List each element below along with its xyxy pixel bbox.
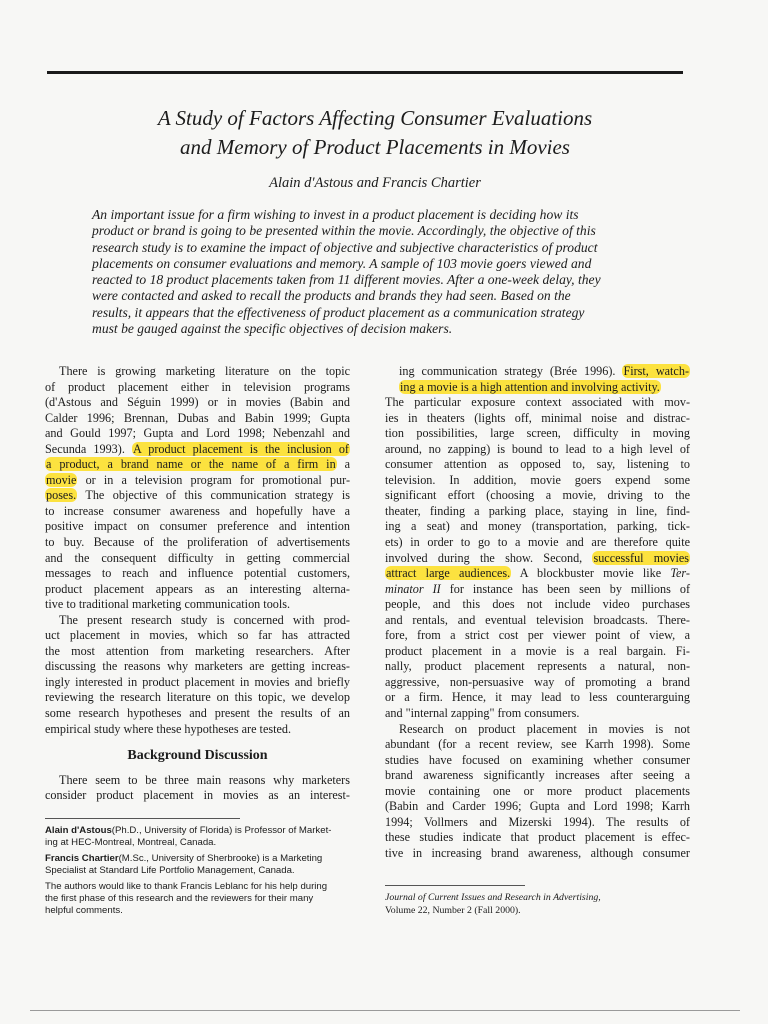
text-segment: The objective of this communication strategy is <box>77 488 350 503</box>
left-line <box>45 551 350 567</box>
text-segment: positive impact on consumer preference and intention <box>45 519 350 534</box>
footnote-text: ing at HEC-Montreal, Montreal, Canada. <box>45 836 217 848</box>
left-line <box>45 773 350 789</box>
abstract-line: An important issue for a firm wishing to invest in a product placement is deciding how its <box>92 207 579 222</box>
footnotes <box>45 825 345 921</box>
footnote-line <box>45 881 345 893</box>
text-segment: ing communication strategy (Brée 1996). <box>399 364 623 378</box>
abstract-line: must be gauged against the specific objectives of decision makers. <box>92 321 453 337</box>
abstract-line: were contacted and asked to recall the products and brands they had seen. Based on the <box>92 288 571 304</box>
left-body-text-continued <box>45 773 350 804</box>
right-line <box>385 395 690 411</box>
text-segment: significant effort (choosing a movie, driving to the <box>385 488 690 503</box>
text-segment: some research hypotheses and present the results of an <box>45 706 350 721</box>
text-segment: to increase consumer awareness and hopefully have a <box>45 503 350 518</box>
footnote <box>45 881 345 916</box>
left-line <box>45 426 350 442</box>
right-line <box>385 364 690 380</box>
footnote-text: (M.Sc., University of Sherbrooke) is a Marketing <box>118 853 323 865</box>
text-segment: these studies indicate that product placement is effec- <box>385 830 690 845</box>
text-segment: and Gould 1997; Gupta and Lord 1998; Nebenzahl and <box>45 426 350 441</box>
text-segment: Research on product placement in movies is not <box>399 721 690 736</box>
left-line <box>45 613 350 629</box>
right-line <box>385 411 690 427</box>
right-line <box>385 628 690 644</box>
text-segment: tive to traditional marketing communication tools. <box>45 597 291 612</box>
right-line <box>385 737 690 753</box>
title-line: and Memory of Product Placements in Movies <box>180 135 570 159</box>
abstract-line: product or brand is going to be presented within the movie. Accordingly, the objective of this <box>92 223 596 239</box>
text-segment: ets) in order to go to a movie and are therefore quite <box>385 535 690 550</box>
text-segment: theater, finding a parking place, staying in line, find- <box>385 503 690 518</box>
text-segment: of product placement either in television programs <box>45 379 350 394</box>
left-line <box>45 488 350 504</box>
journal-name: Journal of Current Issues and Research in Advertising, <box>385 892 601 903</box>
journal-rule <box>385 885 525 886</box>
text-segment: or in a television program for promotional pur- <box>77 472 350 487</box>
article-title <box>60 104 690 162</box>
right-line <box>385 768 690 784</box>
right-line <box>385 722 690 738</box>
text-segment: ingly interested in product placement in movies and briefly <box>45 674 350 689</box>
text-segment: product placement appears as an interesting alterna- <box>45 581 350 596</box>
left-line <box>45 364 350 380</box>
highlighted-text: poses. <box>46 488 77 503</box>
left-column <box>45 364 350 804</box>
right-line <box>385 830 690 846</box>
highlighted-text: attract large audiences. <box>386 566 511 581</box>
footnote-text: Specialist at Standard Life Portfolio Management, Canada. <box>45 864 295 876</box>
text-segment: discussing the reasons why marketers are getting increas- <box>45 659 350 674</box>
highlighted-text: First, watch- <box>623 364 689 378</box>
text-segment: movie containing one or more product placements <box>385 783 690 798</box>
left-line <box>45 566 350 582</box>
left-line <box>45 395 350 411</box>
text-segment: The present research study is concerned with prod- <box>59 612 350 627</box>
right-line <box>385 675 690 691</box>
text-segment: consumer attention as opposed to, say, listening to <box>385 457 690 472</box>
left-line <box>45 706 350 722</box>
right-line <box>385 644 690 660</box>
right-line <box>385 815 690 831</box>
text-segment: Calder 1996; Brennan, Dubas and Babin 1999; Gupta <box>45 410 350 425</box>
text-segment: aggressive, non-persuasive way of promoting a brand <box>385 674 690 689</box>
footnote-line <box>45 905 345 917</box>
left-line <box>45 722 350 738</box>
text-segment: and rentals, and eventual television broadcasts. There- <box>385 612 690 627</box>
left-line <box>45 504 350 520</box>
highlighted-text: movie <box>46 472 77 487</box>
text-segment: (Babin and Carder 1996; Gupta and Lord 1998; Karrh <box>385 799 690 814</box>
right-line <box>385 659 690 675</box>
top-rule <box>47 71 683 74</box>
text-segment: around, no zapping) is bound to lead to a high level of <box>385 441 690 456</box>
left-line <box>45 788 350 804</box>
right-line <box>385 426 690 442</box>
footnote <box>45 825 345 848</box>
right-line <box>385 535 690 551</box>
text-segment: tive in increasing brand awareness, although consumer <box>385 845 690 860</box>
text-segment: ing a seat) and money (transportation, parking, tick- <box>385 519 690 534</box>
footnote-text: (Ph.D., University of Florida) is Professor of Market- <box>111 825 332 836</box>
text-segment: and the consequent difficulty in getting commercial <box>45 550 350 565</box>
abstract-line: results, it appears that the effectiveness of product placement as a communication strategy <box>92 304 585 320</box>
text-segment: ies in theaters (lights off, minimal noise and distrac- <box>385 410 690 425</box>
right-line <box>385 504 690 520</box>
right-body-text <box>385 364 690 862</box>
right-line <box>385 597 690 613</box>
abstract-line: reacted to 18 product placements taken from 11 different movies. After a one-week delay, they <box>92 272 601 288</box>
highlighted-text: ing a movie is a high attention and involving activity. <box>400 379 660 394</box>
text-segment: a <box>336 457 350 472</box>
right-line <box>385 551 690 567</box>
left-line <box>45 457 350 473</box>
authors: Alain d'Astous and Francis Chartier <box>269 175 481 191</box>
right-line <box>385 846 690 862</box>
highlighted-text: A product placement is the inclusion of <box>133 441 349 456</box>
footnote-line <box>45 825 345 837</box>
right-line <box>385 442 690 458</box>
left-line <box>45 597 350 613</box>
text-segment: product placement in a movie is a real bargain. Fi- <box>385 643 690 658</box>
footnote-author: Francis Chartier <box>45 853 119 865</box>
right-line <box>385 380 690 396</box>
italic-text: Ter- <box>670 566 690 581</box>
text-segment: for instance has been seen by millions of <box>440 581 691 596</box>
left-line <box>45 690 350 706</box>
text-segment: abundant (for a recent review, see Karrh 1998). Some <box>385 737 690 752</box>
right-column <box>385 364 690 862</box>
right-line <box>385 706 690 722</box>
right-line <box>385 566 690 582</box>
abstract-line: research study is to examine the impact of objective and subjective characteristics of product <box>92 239 598 255</box>
left-line <box>45 473 350 489</box>
abstract <box>92 207 652 337</box>
text-segment: There is growing marketing literature on the topic <box>59 364 350 378</box>
right-line <box>385 784 690 800</box>
footnote-line <box>45 853 345 865</box>
footnote <box>45 853 345 876</box>
text-segment: reviewing the research literature on this topic, we develop <box>45 690 350 705</box>
left-line <box>45 519 350 535</box>
footnote-text: helpful comments. <box>45 904 123 916</box>
text-segment: people, and this does not include video purchases <box>385 597 690 612</box>
left-line <box>45 628 350 644</box>
section-heading: Background Discussion <box>127 748 268 764</box>
text-segment: to buy. Because of the proliferation of advertisements <box>45 535 350 550</box>
text-segment: empirical study where these hypotheses are tested. <box>45 721 292 736</box>
left-line <box>45 644 350 660</box>
abstract-line: placements on consumer evaluations and memory. A sample of 103 movie goers viewed and <box>92 255 592 271</box>
left-line <box>45 675 350 691</box>
right-line <box>385 457 690 473</box>
text-segment: involved during the show. Second, <box>385 550 593 565</box>
text-segment: brand awareness significantly increases after seeing a <box>385 768 690 783</box>
text-segment: (d'Astous and Séguin 1999) or in movies (Babin and <box>45 395 350 410</box>
text-segment: fore, from a strict cost per viewer point of view, a <box>385 628 690 643</box>
text-segment: consider product placement in movies as an interest- <box>45 788 350 803</box>
left-line <box>45 442 350 458</box>
text-segment: There seem to be three main reasons why marketers <box>59 772 350 787</box>
right-line <box>385 582 690 598</box>
footnote-text: the first phase of this research and the reviewers for their many <box>45 892 314 904</box>
footnote-rule <box>45 818 240 819</box>
text-segment: television. In addition, movie goers expend some <box>385 472 690 487</box>
text-segment: The particular exposure context associated with mov- <box>385 395 690 410</box>
text-segment: uct placement in movies, which so far has attracted <box>45 628 350 643</box>
left-line <box>45 411 350 427</box>
left-line <box>45 535 350 551</box>
italic-text: minator II <box>385 581 441 596</box>
text-segment: nally, product placement represents a natural, non- <box>385 659 690 674</box>
right-line <box>385 519 690 535</box>
left-body-text <box>45 364 350 737</box>
right-line <box>385 488 690 504</box>
left-line <box>45 380 350 396</box>
footnote-line <box>45 837 345 849</box>
text-segment: 1994; Vollmers and Mizerski 1994). The results of <box>385 814 690 829</box>
bottom-rule <box>30 1010 740 1011</box>
footnote-text: The authors would like to thank Francis Leblanc for his help during <box>45 881 328 893</box>
text-segment: messages to reach and influence potential customers, <box>45 566 350 581</box>
right-line <box>385 690 690 706</box>
left-line <box>45 582 350 598</box>
footnote-line <box>45 865 345 877</box>
text-segment: studies have focused on examining whether consumer <box>385 752 690 767</box>
right-line <box>385 473 690 489</box>
journal-citation <box>385 892 685 917</box>
left-line <box>45 659 350 675</box>
text-segment: Secunda 1993). <box>45 441 132 456</box>
highlighted-text: successful movies <box>593 550 690 565</box>
footnote-author: Alain d'Astous <box>45 825 112 836</box>
journal-volume: Volume 22, Number 2 (Fall 2000). <box>385 904 521 916</box>
right-line <box>385 613 690 629</box>
text-segment: the most attention from marketing researchers. After <box>45 643 350 658</box>
title-line: A Study of Factors Affecting Consumer Evaluations <box>157 106 593 130</box>
text-segment: A blockbuster movie like <box>511 566 671 581</box>
highlighted-text: a product, a brand name or the name of a firm in <box>46 457 336 472</box>
right-line <box>385 799 690 815</box>
text-segment: tion possibilities, large screen, difficulty in moving <box>385 426 690 441</box>
text-segment: and "internal zapping" from consumers. <box>385 706 580 721</box>
text-segment: or a firm. Hence, it may lead to less counterarguing <box>385 690 690 705</box>
footnote-line <box>45 893 345 905</box>
right-line <box>385 753 690 769</box>
